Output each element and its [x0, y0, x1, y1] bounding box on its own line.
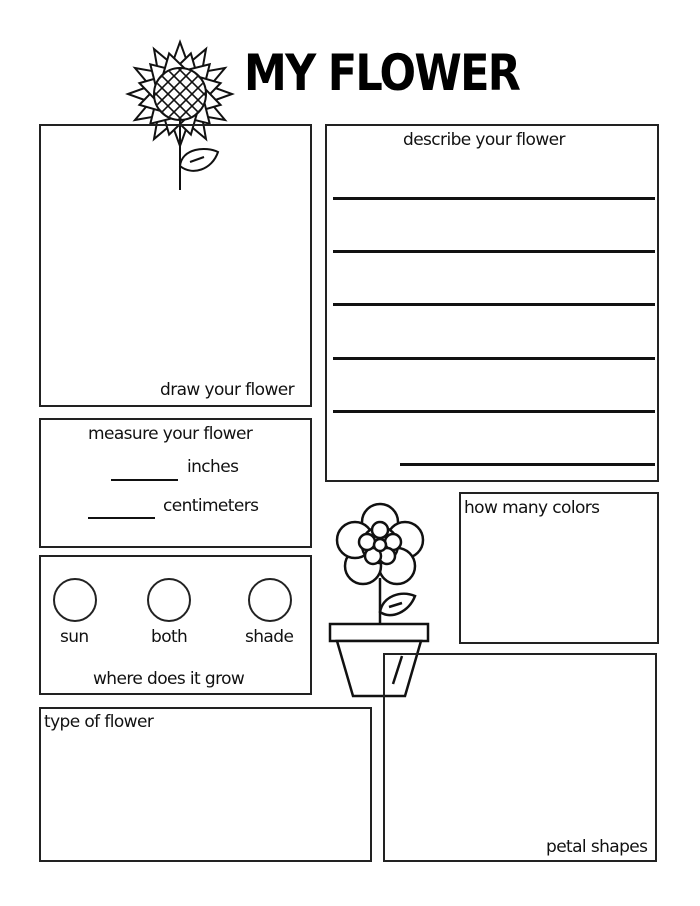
writing-line — [333, 197, 655, 200]
draw-flower-box[interactable] — [39, 124, 312, 407]
petal-shapes-label: petal shapes — [546, 837, 648, 857]
page-title: MY FLOWER — [244, 44, 520, 102]
writing-line — [333, 357, 655, 360]
both-label: both — [151, 627, 188, 647]
draw-flower-label: draw your flower — [160, 380, 294, 400]
sun-checkbox[interactable] — [53, 578, 97, 622]
writing-line — [333, 250, 655, 253]
grow-question-label: where does it grow — [93, 669, 245, 689]
writing-line — [333, 410, 655, 413]
centimeters-blank[interactable] — [88, 517, 155, 519]
describe-flower-label: describe your flower — [403, 130, 565, 150]
colors-label: how many colors — [464, 498, 600, 518]
sun-label: sun — [60, 627, 89, 647]
measure-flower-label: measure your flower — [88, 424, 253, 444]
inches-label: inches — [187, 457, 239, 477]
petal-shapes-box[interactable] — [383, 653, 657, 862]
both-checkbox[interactable] — [147, 578, 191, 622]
centimeters-label: centimeters — [163, 496, 259, 516]
inches-blank[interactable] — [111, 479, 178, 481]
writing-line — [333, 303, 655, 306]
type-flower-label: type of flower — [44, 712, 154, 732]
shade-checkbox[interactable] — [248, 578, 292, 622]
writing-line — [400, 463, 655, 466]
shade-label: shade — [245, 627, 294, 647]
